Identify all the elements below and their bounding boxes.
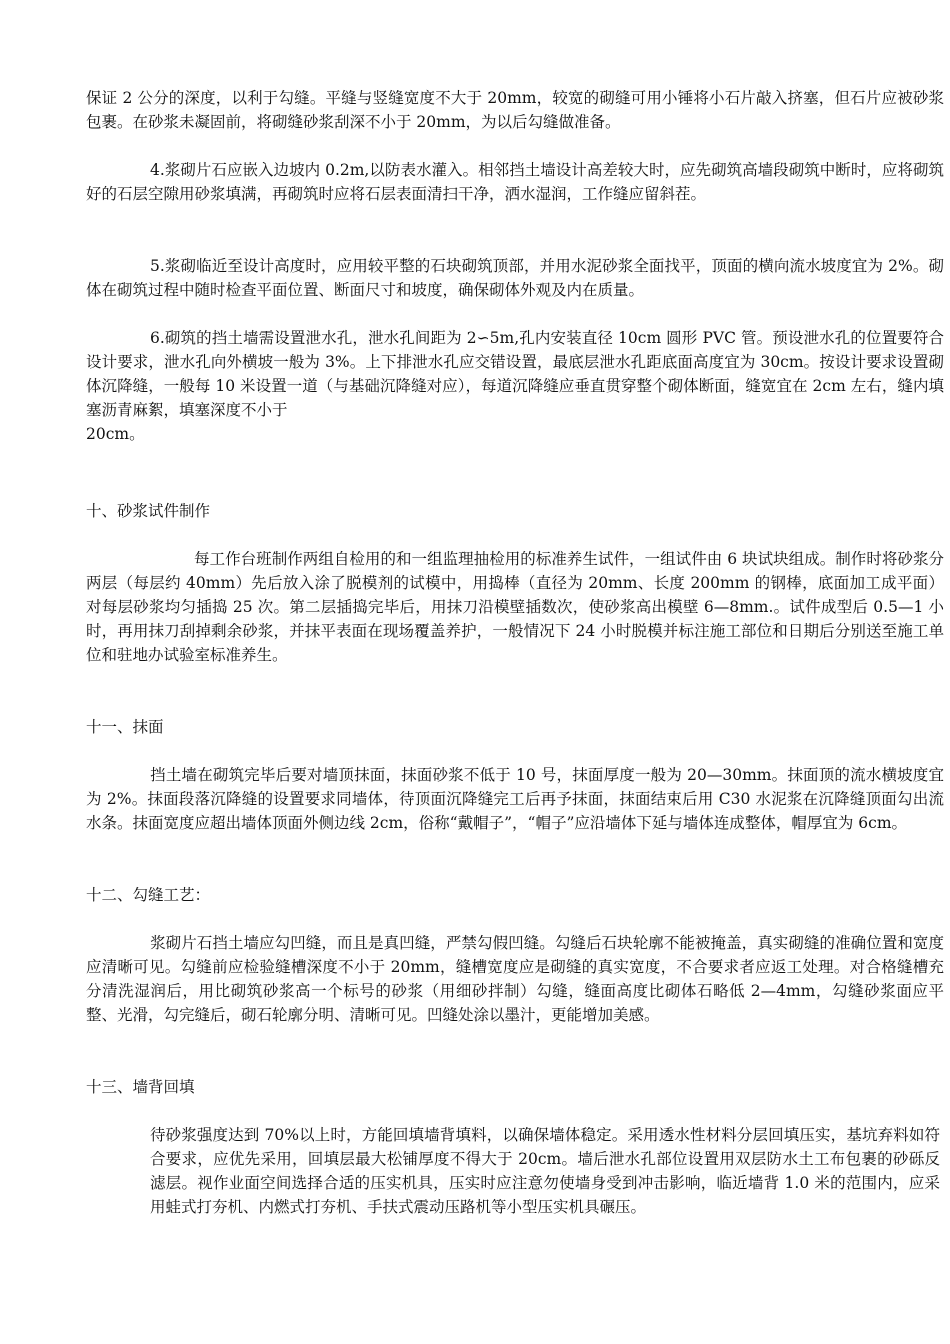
section-heading-12: 十二、勾缝工艺：	[86, 886, 211, 904]
section-heading-13: 十三、墙背回填	[86, 1078, 195, 1096]
paragraph-backfill: 待砂浆强度达到 70%以上时，方能回填墙背填料，以确保墙体稳定。采用透水性材料分层回填压实，基坑弃料如符合要求，应优先采用，回填层最大松铺厚度不得大于 20cm。墙后泄水孔部位设置用双层防水土工布包裹的砂砾反滤层。视作业面空间选择合适的压实机具，压实时应注意勿使墙身受到冲击影响，临近墙背 1.0 米的范围内，应采用蛙式打夯机、内燃式打夯机、手扶式震动压路机等小型压实机具碾压。	[150, 1126, 940, 1216]
paragraph-joint-depth: 保证 2 公分的深度，以利于勾缝。平缝与竖缝宽度不大于 20mm，较宽的砌缝可用小锤将小石片敲入挤塞，但石片应被砂浆包裹。在砂浆未凝固前，将砌缝砂浆刮深不小于 20mm，为以后勾缝做准备。	[86, 89, 944, 131]
paragraph-item-5: 5.浆砌临近至设计高度时，应用较平整的石块砌筑顶部，并用水泥砂浆全面找平，顶面的横向流水坡度宜为 2%。砌体在砌筑过程中随时检查平面位置、断面尺寸和坡度，确保砌体外观及内在质量。	[86, 257, 944, 299]
section-heading-11: 十一、抹面	[86, 718, 164, 736]
paragraph-item-6: 6.砌筑的挡土墙需设置泄水孔，泄水孔间距为 2∽5m,孔内安装直径 10cm 圆形 PVC 管。预设泄水孔的位置要符合设计要求，泄水孔向外横坡一般为 3%。上下排泄水孔应交错设置，最底层泄水孔距底面高度宜为 30cm。按设计要求设置砌体沉降缝，一般每 10 米设置一道（与基础沉降缝对应），每道沉降缝应垂直贯穿整个砌体断面，缝宽宜在 2cm 左右，缝内填塞沥青麻絮，填塞深度不小于	[86, 329, 944, 419]
paragraph-plastering: 挡土墙在砌筑完毕后要对墙顶抹面，抹面砂浆不低于 10 号，抹面厚度一般为 20—30mm。抹面顶的流水横坡度宜为 2%。抹面段落沉降缝的设置要求同墙体，待顶面沉降缝完工后再予抹面，抹面结束后用 C30 水泥浆在沉降缝顶面勾出流水条。抹面宽度应超出墙体顶面外侧边线 2cm，俗称“戴帽子”，“帽子”应沿墙体下延与墙体连成整体，帽厚宜为 6cm。	[86, 766, 944, 832]
paragraph-item-6-tail: 20cm。	[86, 425, 145, 443]
paragraph-mortar-specimens: 每工作台班制作两组自检用的和一组监理抽检用的标准养生试件，一组试件由 6 块试块组成。制作时将砂浆分两层（每层约 40mm）先后放入涂了脱模剂的试模中，用捣棒（直径为 20mm、长度 200mm 的钢棒，底面加工成平面）对每层砂浆均匀插捣 25 次。第二层插捣完毕后，用抹刀沿模壁插数次，使砂浆高出模壁 6—8mm.。试件成型后 0.5—1 小时，再用抹刀刮掉剩余砂浆，并抹平表面在现场覆盖养护，一般情况下 24 小时脱模并标注施工部位和日期后分别送至施工单位和驻地办试验室标准养生。	[86, 550, 944, 664]
paragraph-pointing: 浆砌片石挡土墙应勾凹缝，而且是真凹缝，严禁勾假凹缝。勾缝后石块轮廓不能被掩盖，真实砌缝的准确位置和宽度应清晰可见。勾缝前应检验缝槽深度不小于 20mm，缝槽宽度应是砌缝的真实宽度，不合要求者应返工处理。对合格缝槽充分清洗湿润后，用比砌筑砂浆高一个标号的砂浆（用细砂拌制）勾缝，缝面高度比砌体石略低 2—4mm，勾缝砂浆面应平整、光滑，勾完缝后，砌石轮廓分明、清晰可见。凹缝处涂以墨汁，更能增加美感。	[86, 934, 944, 1024]
paragraph-item-4: 4.浆砌片石应嵌入边坡内 0.2m,以防表水灌入。相邻挡土墙设计高差较大时，应先砌筑高墙段砌筑中断时，应将砌筑好的石层空隙用砂浆填满，再砌筑时应将石层表面清扫干净，洒水湿润，工作缝应留斜茬。	[86, 161, 944, 203]
section-heading-10: 十、砂浆试件制作	[86, 502, 211, 520]
